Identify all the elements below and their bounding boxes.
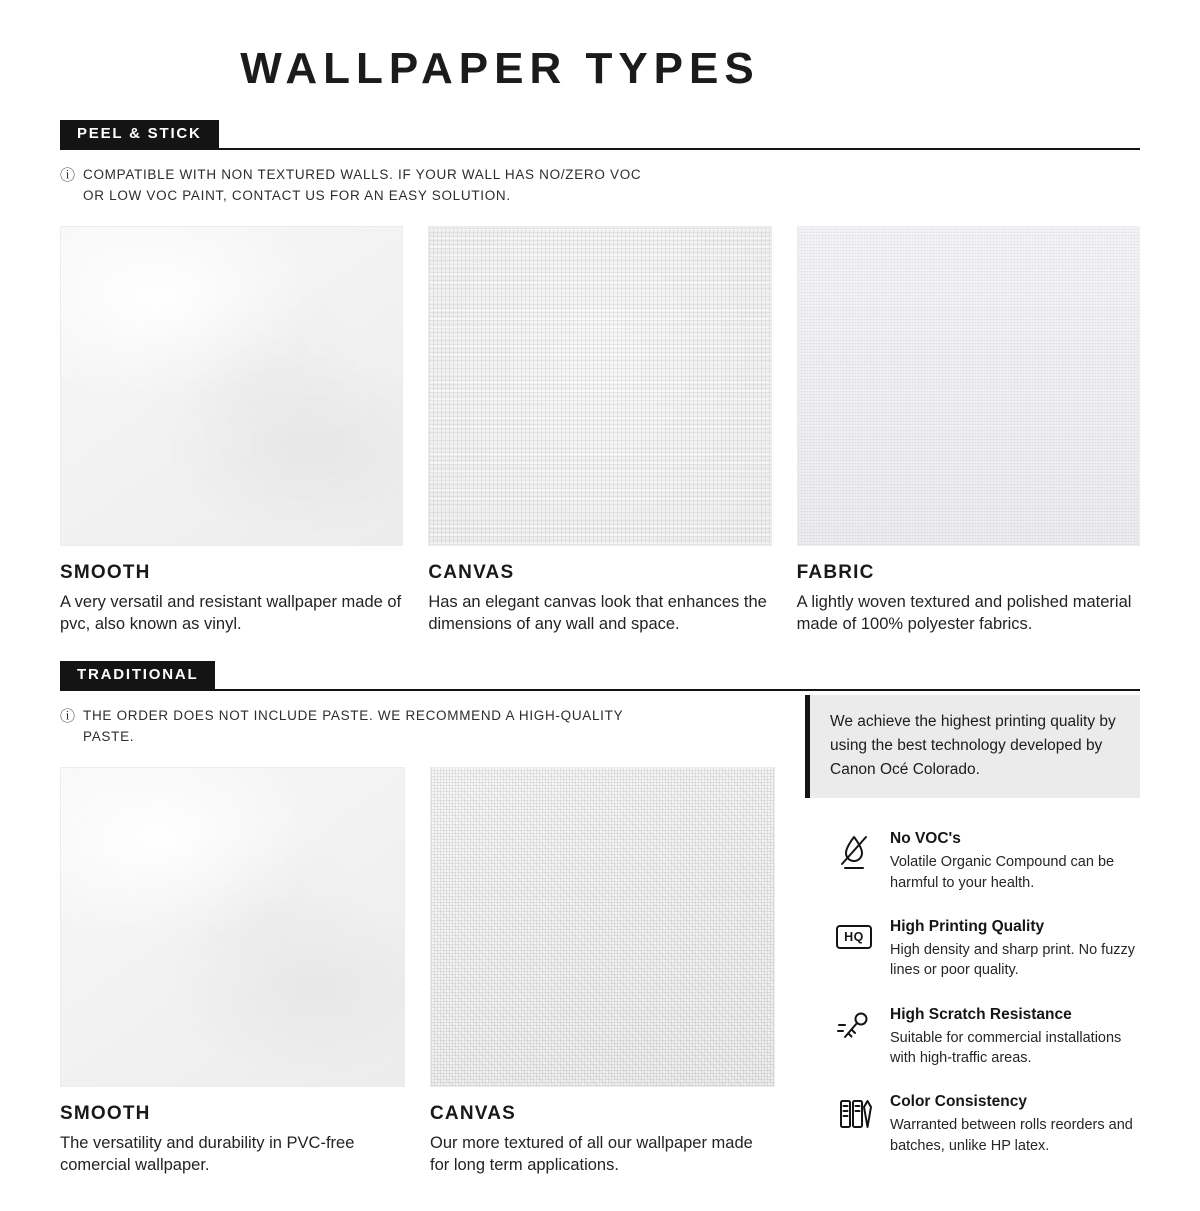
hq-label: HQ bbox=[836, 925, 872, 949]
peel-stick-swatch-grid bbox=[60, 226, 1140, 636]
title-wrap bbox=[60, 44, 940, 94]
info-icon: ⓘ bbox=[60, 708, 76, 726]
feature-text bbox=[890, 918, 1140, 981]
feature-description: Suitable for commercial installations with high-traffic areas. bbox=[890, 1029, 1122, 1066]
swatch-description: Our more textured of all our wallpaper made for long term applications. bbox=[430, 1134, 753, 1175]
swatch-card-canvas bbox=[430, 767, 775, 1177]
traditional-body bbox=[60, 691, 1140, 1180]
traditional-swatch-grid bbox=[60, 767, 775, 1177]
quality-aside bbox=[805, 691, 1140, 1180]
swatch-card-smooth bbox=[60, 767, 405, 1177]
feature-color-consistency bbox=[833, 1093, 1140, 1156]
smooth-texture-swatch bbox=[60, 226, 403, 546]
page-title: WALLPAPER TYPES bbox=[240, 44, 760, 93]
swatch-name: FABRIC bbox=[796, 561, 875, 583]
feature-description: Volatile Organic Compound can be harmful to your health. bbox=[890, 854, 1115, 891]
feature-title: No VOC's bbox=[890, 830, 961, 848]
hq-badge-icon bbox=[833, 918, 875, 981]
peel-stick-note bbox=[60, 165, 1140, 207]
traditional-left-column bbox=[60, 691, 775, 1180]
section-badge-peel-stick: PEEL & STICK bbox=[60, 120, 219, 148]
swatch-card-fabric bbox=[797, 226, 1140, 636]
swatch-description: A lightly woven textured and polished material made of 100% polyester fabrics. bbox=[796, 592, 1132, 634]
swatch-name: CANVAS bbox=[428, 561, 515, 583]
rough-canvas-texture-swatch bbox=[430, 767, 775, 1087]
feature-text bbox=[890, 1006, 1140, 1069]
swatch-name: CANVAS bbox=[430, 1103, 517, 1125]
feature-title: High Printing Quality bbox=[890, 918, 1045, 936]
scratch-resistance-icon bbox=[833, 1006, 875, 1069]
section-header-peel-stick bbox=[60, 120, 1140, 150]
traditional-note bbox=[60, 706, 775, 748]
no-voc-icon bbox=[833, 830, 875, 893]
swatch-name: SMOOTH bbox=[60, 561, 151, 583]
feature-high-printing-quality bbox=[833, 918, 1140, 981]
info-icon: ⓘ bbox=[60, 167, 76, 184]
feature-list bbox=[805, 830, 1140, 1155]
note-text: COMPATIBLE WITH NON TEXTURED WALLS. IF YOUR WALL HAS NO/ZERO VOC OR LOW VOC PAINT, CONTACT US FOR AN EASY SOLUTION. bbox=[83, 167, 642, 203]
section-badge-traditional: TRADITIONAL bbox=[60, 661, 215, 689]
smooth-texture-swatch bbox=[60, 767, 405, 1087]
swatch-description: A very versatil and resistant wallpaper made of pvc, also known as vinyl. bbox=[60, 592, 402, 634]
feature-description: High density and sharp print. No fuzzy lines or poor quality. bbox=[890, 942, 1136, 979]
section-header-traditional bbox=[60, 661, 1140, 691]
swatch-name: SMOOTH bbox=[60, 1103, 151, 1125]
feature-title: Color Consistency bbox=[890, 1093, 1027, 1111]
feature-no-vocs bbox=[833, 830, 1140, 893]
feature-title: High Scratch Resistance bbox=[890, 1005, 1072, 1023]
note-text: THE ORDER DOES NOT INCLUDE PASTE. WE RECOMMEND A HIGH-QUALITY PASTE. bbox=[83, 708, 624, 745]
feature-scratch-resistance bbox=[833, 1006, 1140, 1069]
swatch-card-smooth bbox=[60, 226, 403, 636]
swatch-card-canvas bbox=[428, 226, 771, 636]
feature-description: Warranted between rolls reorders and batches, unlike HP latex. bbox=[890, 1117, 1133, 1154]
swatch-description: Has an elegant canvas look that enhances the dimensions of any wall and space. bbox=[428, 592, 767, 634]
printing-quality-quote: We achieve the highest printing quality by using the best technology developed by Canon Océ Colorado. bbox=[805, 695, 1140, 798]
fabric-texture-swatch bbox=[797, 226, 1140, 546]
canvas-texture-swatch bbox=[428, 226, 771, 546]
color-swatches-icon bbox=[833, 1093, 875, 1156]
feature-text bbox=[890, 830, 1140, 893]
feature-text bbox=[890, 1093, 1140, 1156]
swatch-description: The versatility and durability in PVC-free comercial wallpaper. bbox=[60, 1134, 355, 1175]
